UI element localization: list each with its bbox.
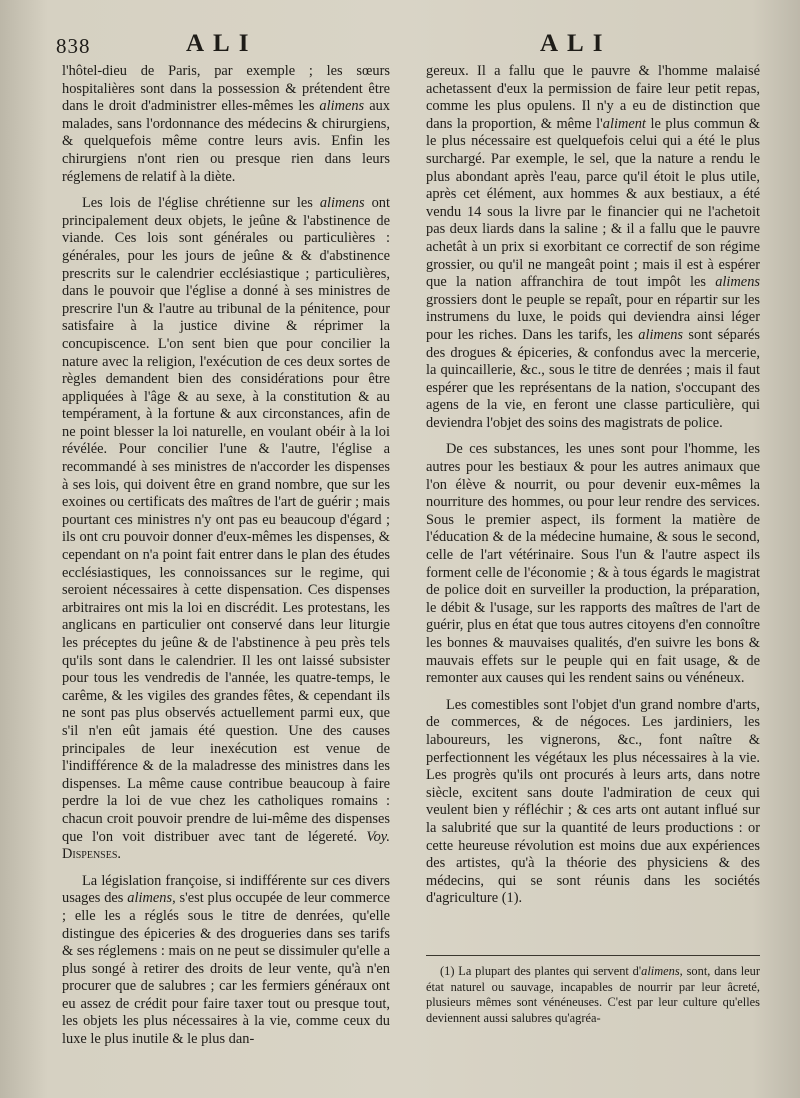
paragraph <box>426 63 760 432</box>
paragraph: Les comestibles sont l'objet d'un grand nombre d'arts, de commerces, & de négoces. Les jardiniers, les laboureurs, les vignerons, &c., font naître & perfectionnent les végétaux les plus nécessaires à la vie. Les progrès qu'ils ont procurés à leurs arts, dans notre siècle, excitent sans doute l'admiration de ceux qui veulent bien y réfléchir ; & ces arts ont autant influé sur la salubrité que sur la quantité de leurs productions : or cette heureuse révolution est moins due aux expériences des artistes, qu'à la théorie des physiciens & des médecins, qui se sont réunis dans les sociétés d'agriculture (1). <box>426 696 760 907</box>
text-run: gereux. Il a fallu que le pauvre & l'homme malaisé achetassent d'eux la permission de faire leur petit repas, comme les plus opulens. Il n'y a eu de distinction que dans la proportion, & même l' <box>426 63 760 132</box>
text-run: Les lois de l'église chrétienne sur les <box>82 195 320 212</box>
cross-reference-voy: Voy. <box>366 828 390 845</box>
paragraph <box>62 63 390 186</box>
paragraph <box>62 873 390 1049</box>
footnote <box>426 964 760 1026</box>
paragraph: De ces substances, les unes sont pour l'homme, les autres pour les bestiaux & pour les autres animaux que l'on élève & nourrit, ou pour devenir eux-mêmes la nourriture des hommes, ou pour leur rendre des services. Sous le premier aspect, ils forment la matière de l'éducation & de la médecine humaine, & sous le second, celle de l'art vétérinaire. Sous l'un & l'autre aspect ils forment celle de l'économie ; & à tous égards le magistrat de police doit en surveiller la production, la préparation, le débit & l'usage, sur les rapports des maîtres de l'art de guérir, plus en état que tous autres citoyens d'en connoître les bonnes & mauvaises qualités, d'en suivre les bons & mauvais effets sur le peuple qui en fait usage, & de remonter aux causes qui les rendent sains ou vénéneux. <box>426 441 760 687</box>
italic-term: alimens <box>319 195 365 212</box>
text-run: l'hôtel-dieu de Paris, par exemple ; les sœurs hospitalières sont dans la possession & prétendent être dans le droit d'administrer elles-mêmes les <box>62 63 390 115</box>
footnote-divider <box>426 955 760 956</box>
text-run: aux malades, sans l'ordonnance des médecins & chirurgiens, & quelquefois même contre leurs avis. Enfin les chirurgiens n'ont rien ou presque rien dans leurs réglemens de relatif à la diète. <box>62 98 390 185</box>
text-run: La législation françoise, si indifférente sur ces divers usages des <box>62 872 390 907</box>
right-column <box>426 63 760 908</box>
italic-term: aliment <box>602 115 646 132</box>
page-header <box>0 30 800 62</box>
paragraph <box>62 195 390 864</box>
running-title-left: ALI <box>186 30 258 57</box>
italic-term: alimens <box>641 964 680 978</box>
italic-term: alimens <box>638 326 684 343</box>
text-run: ont principalement deux objets, le jeûne & l'abstinence de viande. Ces lois sont générales ou particulières : générales, pour les jours de jeûne & & d'abstinence prescrits sur le calendrier ecclésiastique ; particulières, dans le pouvoir que l'église a donné à ses ministres de prescrire l'un & l'autre au tribunal de la pénitence, pour satisfaire à la justice divine & réprimer la concupiscence. L'on sent bien que pour concilier la nature avec la religion, l'exécution de ces deux sortes de règles demandent bien des considérations pour être appliquées à l'âge & au sexe, à la constitution & au tempérament, à la fortune & aux circonstances, afin de ne point blesser la loi naturelle, en voulant obéir à la loi révélée. Pour concilier l'une & l'autre, l'église a recommandé à ses ministres de n'accorder les dispenses à ses lois, qui doivent être en grand nombre, que sur les exoines ou certificats des maîtres de l'art de guérir ; mais pourtant ces ministres n'y ont pas eu beaucoup d'égard ; ils ont cru pouvoir donner d'eux-mêmes les dispenses, & cependant on n'a point fait entrer dans le plan des études ecclésiastiques, les connoissances sur le regime, qui seroient nécessaires à cette dispensation. Ces dispenses arbitraires ont mis la loi en discrédit. Les protestans, les anglicans en particulier ont conservé dans leur liturgie les préceptes du jeûne & de l'abstinence à peu près tels qu'ils sont dans le calendrier. Il les ont laissé subsister pour tous les vendredis de l'année, les quatre-temps, le carême, & les vigiles des grandes fêtes, & cependant ils ne sont pas plus observés actuellement parmi eux, que s'il n'en eût jamais été question. Une des causes principales de leur inexécution est venue de l'indifférence & de la maladresse des ministres dans les dispenses. La même cause contribue beaucoup à faire perdre la loi de vue chez les catholiques romains : chacun croit pouvoir prendre de lui-même des dispenses que l'on voit distribuer avec tant de légereté. <box>62 195 390 845</box>
text-run: , sont, dans leur état naturel ou sauvage, incapables de nourrir par leur âcreté, plusieurs mêmes sont vénéneuses. C'est par leur culture qu'elles deviennent aussi salubres qu'agréa- <box>426 964 761 1025</box>
italic-term: alimens <box>715 274 760 291</box>
text-run: (1) La plupart des plantes qui servent d' <box>440 964 642 978</box>
italic-term: alimens <box>127 890 173 907</box>
text-run: sont séparés des drogues & épiceries, & confondus avec la mercerie, la quincaillerie, &c., sous le titre de denrées ; mais il faut espérer que les représentans de la nation, s'occupant des agens de la vie, en feront une classe particulière, qui deviendra l'objet des soins des magistrats de police. <box>426 326 760 431</box>
text-run: le plus commun & le plus nécessaire est quelquefois celui qui a été le plus surchargé. Par exemple, le sel, que la nature a rendu le plus abondant après l'eau, parce qu'il étoit le plus utile, après cet élément, aux hommes & aux bestiaux, a été vendu 14 sous la livre par le financier qui ne l'achetoit pas deux liards dans la saline ; & il a fallu que le pauvre achetât à un prix si exorbitant ce correctif de son régime grossier, ou qu'il ne mangeât point ; mais il est à espérer que la nation affranchira de tout impôt les <box>426 115 760 291</box>
italic-term: alimens <box>319 98 365 115</box>
text-run: , s'est plus occupée de leur commerce ; elle les a réglés sous le titre de denrées, qu'elle distingue des épiceries & des drogueries dans ses tarifs & ses réglemens : mais on ne peut se dissimuler qu'elle a plus songé à retirer des droits de leur vente, qu'à n'en procurer que de salubres ; car les fermiers généraux ont eu assez de crédit pour faire taxer tout ou presque tout, les objets les plus nécessaires à la vie, comme ceux du luxe le plus inutile & le plus dan- <box>62 890 390 1048</box>
running-title-right: ALI <box>540 30 612 57</box>
left-column <box>62 63 390 1049</box>
page-number: 838 <box>56 34 91 58</box>
cross-reference-target: Dispenses. <box>62 846 122 863</box>
text-run: grossiers dont le peuple se repaît, pour en répartir sur les instrumens du luxe, le poids qui deviendra ainsi léger pour les riches. Dans les tarifs, les <box>426 291 760 343</box>
